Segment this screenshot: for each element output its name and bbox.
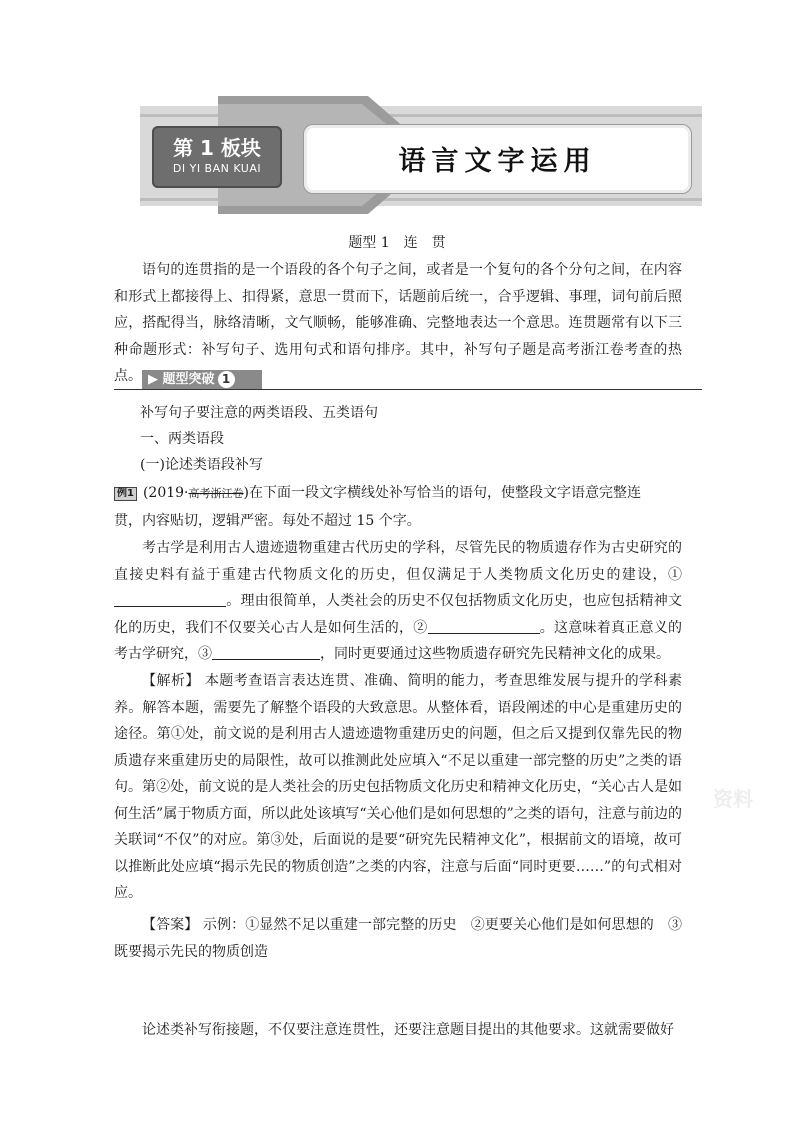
analysis-label: 【解析】: [142, 673, 200, 689]
section-divider: [114, 389, 702, 390]
subheading-five-types: 补写句子要注意的两类语段、五类语句: [140, 405, 378, 421]
section-label-box: [142, 370, 262, 389]
subheading-two-types: 一、两类语段: [140, 431, 224, 447]
passage-part-c: 。这意味着真正意义的考古学研究，③: [114, 619, 682, 662]
closing-paragraph: [114, 1017, 682, 1044]
chapter-banner: [140, 96, 702, 214]
watermark: 资料: [713, 787, 753, 811]
subheading-argumentative: (一)论述类语段补写: [140, 457, 263, 473]
answer-body: 示例：①显然不足以重建一部完整的历史 ②更要关心他们是如何思想的 ③既要揭示先民的物质创造: [114, 917, 682, 960]
play-icon: ▶: [148, 372, 158, 387]
title-box: [303, 124, 692, 194]
blank-2: [428, 619, 540, 634]
example-instruction: [114, 480, 682, 534]
example-line-2: 贯，内容贴切，逻辑严密。每处不超过 15 个字。: [114, 512, 421, 529]
example-instruction-a: )在下面一段文字横线处补写恰当的语句，使整段文字语意完整连: [243, 485, 641, 501]
blank-1: [114, 592, 226, 607]
badge-subtitle: DI YI BAN KUAI: [172, 162, 262, 175]
example-line-1: [114, 480, 682, 508]
problem-type-title: 题型 1 连 贯: [348, 235, 446, 251]
blank-3: [212, 645, 320, 660]
passage-text: [114, 535, 682, 668]
section-label: 题型突破: [162, 372, 215, 387]
badge-title: 第 1 板块: [173, 136, 261, 160]
answer-text: [114, 912, 682, 965]
section-heading-bar: [114, 370, 702, 390]
answer-label: 【答案】: [142, 917, 199, 933]
passage-part-a: 考古学是利用古人遗迹遗物重建古代历史的学科，尽管先民的物质遗存作为古史研究的直接史料有益于重建古代物质文化的历史，但仅满足于人类物质文化历史的建设，①: [114, 540, 682, 583]
example-source: 高考浙江卷: [188, 487, 244, 500]
closing-text: 论述类补写衔接题，不仅要注意连贯性，还要注意题目提出的其他要求。这就需要做好: [142, 1022, 674, 1038]
page-title: 语言文字运用: [398, 146, 597, 177]
intro-text: 语句的连贯指的是一个语段的各个句子之间，或者是一个复句的各个分句之间，在内容和形式上都接得上、扣得紧，意思一贯而下，话题前后统一，合乎逻辑、事理，词句前后照应，搭配得当，脉络清晰，文气顺畅，能够准确、完整地表达一个意思。连贯题常有以下三种命题形式：补写句子、选用句式和语句排序。其中，补写句子题是高考浙江卷考查的热点。: [114, 262, 682, 384]
example-badge: 例1: [114, 487, 137, 501]
section-number: 1: [218, 371, 235, 388]
passage-part-d: ，同时更要通过这些物质遗存研究先民精神文化的成果。: [320, 646, 670, 662]
analysis-body: 本题考查语言表达连贯、准确、简明的能力，考查思维发展与提升的学科素养。解答本题，需要先了解整个语段的大致意思。从整体看，语段阐述的中心是重建历史的途径。第①处，前文说的是利用古人遗迹遗物重建历史的问题，但之后又提到仅靠先民的物质遗存来重建历史的局限性，故可以推测此处应填入“不足以重建一部完整的历史”之类的语句。第②处，前文说的是人类社会的历史包括物质文化历史和精神文化历史，“关心古人是如何生活”属于物质方面，所以此处该填写“关心他们是如何思想的”之类的语句，注意与前边的关联词“不仅”的对应。第③处，后面说的是要“研究先民精神文化”，根据前文的语境，故可以推断此处应填“揭示先民的物质创造”之类的内容，注意与后面“同时更要……”的句式相对应。: [114, 673, 683, 901]
answer-block: [114, 912, 682, 965]
example-year: (2019·: [142, 485, 189, 501]
section-badge: [152, 126, 282, 188]
analysis-block: [114, 668, 682, 907]
example-passage: [114, 535, 682, 668]
passage-part-b: 。理由很简单，人类社会的历史不仅包括物质文化历史，也应包括精神文化的历史，我们不仅要关心古人是如何生活的，②: [114, 593, 682, 636]
analysis-text: [114, 668, 682, 907]
